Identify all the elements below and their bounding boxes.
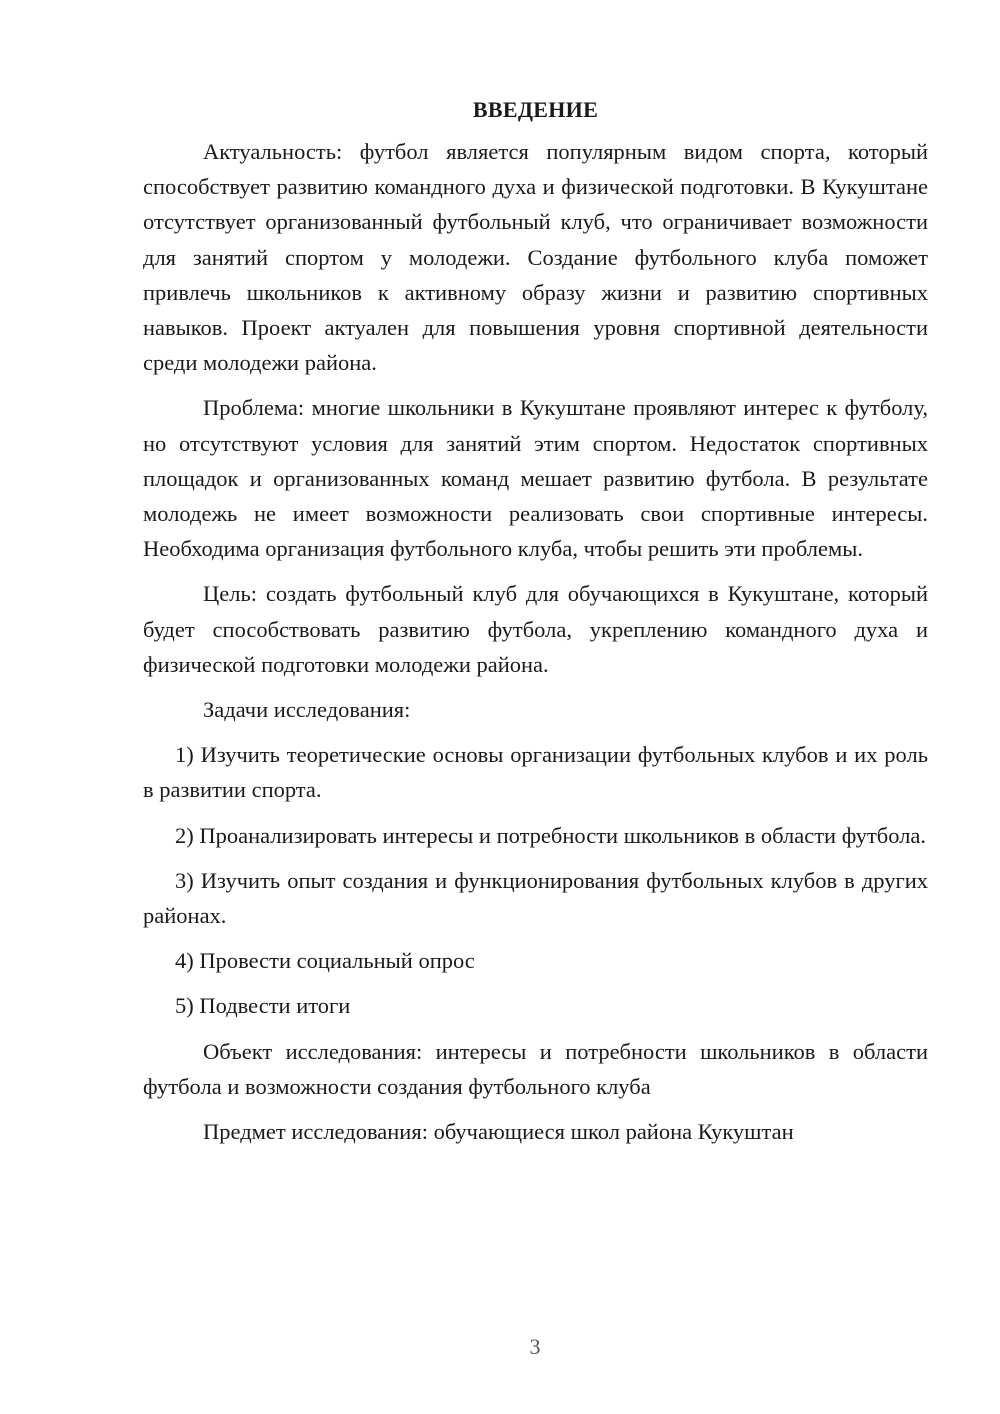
section-title: ВВЕДЕНИЕ <box>472 97 599 122</box>
task-item-3: 3) Изучить опыт создания и функционирования футбольных клубов в других районах. <box>143 867 928 929</box>
relevance-paragraph: Актуальность: футбол является популярным видом спорта, который способствует развитию командного духа и физической подготовки. В Кукуштане отсутствует организованный футбольный клуб, что ограничивает возможности для занятий спортом у молодежи. Создание футбольного клуба поможет привлечь школьников к активному образу жизни и развитию спортивных навыков. Проект актуален для повышения уровня спортивной деятельности среди молодежи района. <box>143 139 928 376</box>
task-item-5: 5) Подвести итоги <box>175 993 351 1019</box>
tasks-heading: Задачи исследования: <box>203 697 411 723</box>
task-item-4: 4) Провести социальный опрос <box>175 948 475 974</box>
task-item-2: 2) Проанализировать интересы и потребности школьников в области футбола. <box>175 822 927 848</box>
goal-paragraph: Цель: создать футбольный клуб для обучающихся в Кукуштане, который будет способствовать развитию футбола, укреплению командного духа и физической подготовки молодежи района. <box>143 581 928 677</box>
subject-paragraph: Предмет исследования: обучающиеся школ района Кукуштан <box>203 1119 794 1145</box>
problem-paragraph: Проблема: многие школьники в Кукуштане проявляют интерес к футболу, но отсутствуют условия для занятий этим спортом. Недостаток спортивных площадок и организованных команд мешает развитию футбола. В результате молодежь не имеет возможности реализовать свои спортивные интересы. Необходима организация футбольного клуба, чтобы решить эти проблемы. <box>143 395 928 562</box>
task-item-1: 1) Изучить теоретические основы организации футбольных клубов и их роль в развитии спорта. <box>143 742 928 803</box>
object-paragraph: Объект исследования: интересы и потребности школьников в области футбола и возможности создания футбольного клуба <box>143 1038 928 1099</box>
document-page <box>143 96 928 1159</box>
page-number: 3 <box>529 1334 541 1359</box>
